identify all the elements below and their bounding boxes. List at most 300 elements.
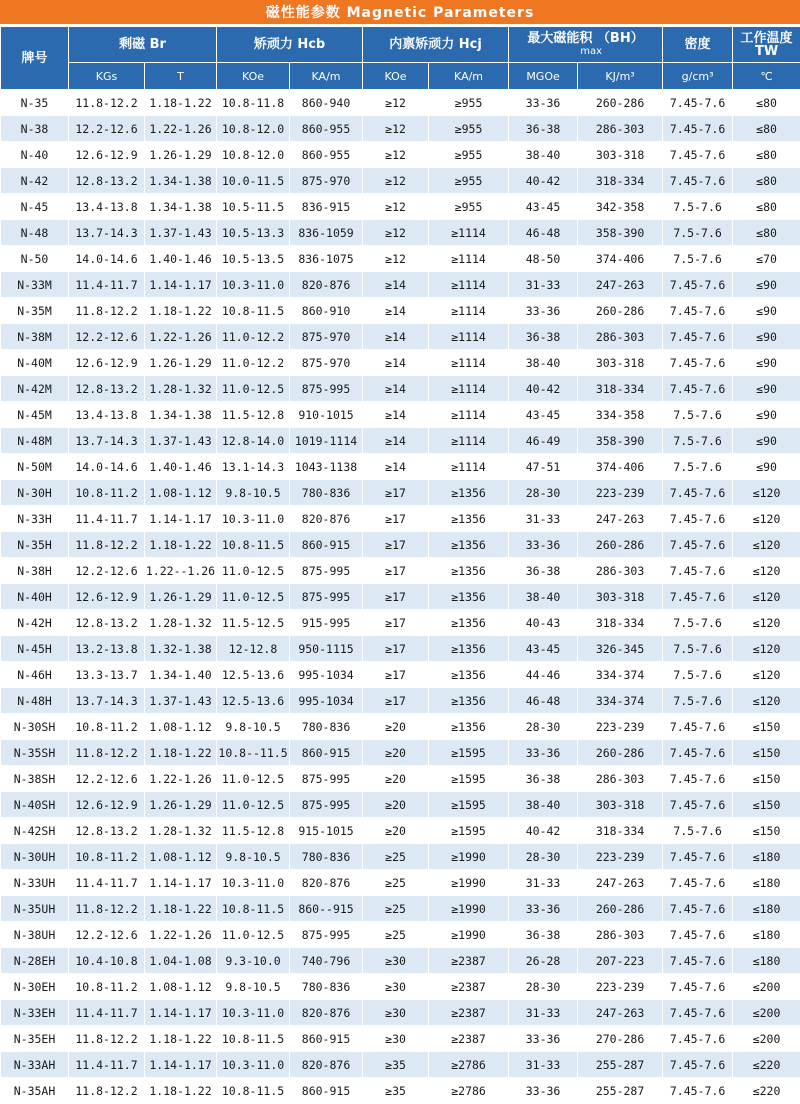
header-bhmax-sub: max [511, 45, 660, 58]
cell-br-t: 1.34-1.38 [145, 194, 217, 220]
cell-temperature: ≤120 [733, 558, 800, 584]
cell-density: 7.5-7.6 [663, 688, 733, 714]
cell-grade: N-35AH [1, 1078, 69, 1104]
cell-bhmax-mgoe: 38-40 [509, 584, 578, 610]
unit-header: KOe [217, 63, 290, 90]
cell-bhmax-mgoe: 28-30 [509, 480, 578, 506]
cell-br-kgs: 13.7-14.3 [69, 428, 145, 454]
unit-row [1, 63, 800, 90]
table-header [1, 27, 800, 90]
cell-br-t: 1.18-1.22 [145, 1026, 217, 1052]
cell-density: 7.45-7.6 [663, 116, 733, 142]
cell-grade: N-38SH [1, 766, 69, 792]
cell-hcj-koe: ≥30 [363, 1000, 429, 1026]
cell-br-t: 1.22-1.26 [145, 116, 217, 142]
cell-br-t: 1.18-1.22 [145, 298, 217, 324]
cell-br-t: 1.26-1.29 [145, 792, 217, 818]
cell-hcj-koe: ≥20 [363, 714, 429, 740]
cell-hcj-koe: ≥35 [363, 1052, 429, 1078]
cell-density: 7.45-7.6 [663, 844, 733, 870]
cell-br-t: 1.28-1.32 [145, 818, 217, 844]
cell-hcj-kam: ≥955 [429, 116, 509, 142]
header-br: 剩磁 Br [69, 27, 217, 63]
cell-grade: N-35UH [1, 896, 69, 922]
cell-hcb-koe: 12.5-13.6 [217, 688, 290, 714]
cell-br-kgs: 11.4-11.7 [69, 506, 145, 532]
cell-temperature: ≤120 [733, 662, 800, 688]
cell-br-kgs: 13.3-13.7 [69, 662, 145, 688]
cell-bhmax-mgoe: 31-33 [509, 1000, 578, 1026]
cell-bhmax-kjm3: 303-318 [578, 350, 663, 376]
cell-hcj-kam: ≥1595 [429, 766, 509, 792]
cell-temperature: ≤150 [733, 766, 800, 792]
cell-hcb-kam: 910-1015 [290, 402, 363, 428]
cell-hcj-kam: ≥2387 [429, 948, 509, 974]
cell-hcb-koe: 12-12.8 [217, 636, 290, 662]
cell-hcb-kam: 780-836 [290, 974, 363, 1000]
cell-hcb-koe: 11.0-12.2 [217, 324, 290, 350]
cell-br-kgs: 13.7-14.3 [69, 688, 145, 714]
cell-density: 7.45-7.6 [663, 740, 733, 766]
cell-bhmax-mgoe: 33-36 [509, 1026, 578, 1052]
cell-hcj-koe: ≥35 [363, 1078, 429, 1104]
cell-hcb-kam: 875-970 [290, 168, 363, 194]
cell-hcj-kam: ≥1356 [429, 688, 509, 714]
cell-br-kgs: 12.2-12.6 [69, 116, 145, 142]
cell-bhmax-mgoe: 31-33 [509, 870, 578, 896]
cell-br-kgs: 11.4-11.7 [69, 272, 145, 298]
cell-hcj-kam: ≥1595 [429, 792, 509, 818]
cell-hcj-kam: ≥1114 [429, 376, 509, 402]
cell-bhmax-mgoe: 38-40 [509, 142, 578, 168]
cell-bhmax-kjm3: 358-390 [578, 220, 663, 246]
cell-bhmax-kjm3: 260-286 [578, 90, 663, 116]
cell-hcj-kam: ≥1356 [429, 610, 509, 636]
cell-temperature: ≤180 [733, 896, 800, 922]
cell-hcb-koe: 10.8-11.5 [217, 1026, 290, 1052]
cell-hcb-kam: 860--915 [290, 896, 363, 922]
cell-density: 7.45-7.6 [663, 766, 733, 792]
unit-header: KGs [69, 63, 145, 90]
cell-br-t: 1.34-1.40 [145, 662, 217, 688]
cell-temperature: ≤180 [733, 922, 800, 948]
cell-temperature: ≤90 [733, 376, 800, 402]
cell-grade: N-30EH [1, 974, 69, 1000]
cell-grade: N-42 [1, 168, 69, 194]
cell-br-kgs: 12.6-12.9 [69, 792, 145, 818]
cell-hcj-kam: ≥955 [429, 90, 509, 116]
cell-temperature: ≤150 [733, 714, 800, 740]
cell-hcb-kam: 740-796 [290, 948, 363, 974]
cell-temperature: ≤80 [733, 194, 800, 220]
cell-bhmax-kjm3: 260-286 [578, 740, 663, 766]
table-row [1, 636, 800, 662]
cell-bhmax-mgoe: 48-50 [509, 246, 578, 272]
cell-density: 7.5-7.6 [663, 220, 733, 246]
cell-br-kgs: 12.8-13.2 [69, 818, 145, 844]
cell-hcj-koe: ≥14 [363, 402, 429, 428]
table-row [1, 948, 800, 974]
cell-hcj-koe: ≥17 [363, 558, 429, 584]
cell-hcb-koe: 10.8-11.5 [217, 896, 290, 922]
cell-bhmax-mgoe: 46-49 [509, 428, 578, 454]
cell-density: 7.45-7.6 [663, 1000, 733, 1026]
cell-hcb-kam: 820-876 [290, 1052, 363, 1078]
cell-bhmax-mgoe: 40-42 [509, 818, 578, 844]
cell-bhmax-kjm3: 255-287 [578, 1078, 663, 1104]
table-row [1, 220, 800, 246]
cell-bhmax-mgoe: 33-36 [509, 1078, 578, 1104]
cell-br-t: 1.08-1.12 [145, 974, 217, 1000]
cell-hcj-kam: ≥1990 [429, 896, 509, 922]
cell-hcb-koe: 10.8-11.5 [217, 1078, 290, 1104]
table-row [1, 116, 800, 142]
cell-density: 7.45-7.6 [663, 974, 733, 1000]
cell-density: 7.45-7.6 [663, 350, 733, 376]
cell-hcb-koe: 9.8-10.5 [217, 714, 290, 740]
cell-temperature: ≤220 [733, 1078, 800, 1104]
cell-br-kgs: 13.4-13.8 [69, 194, 145, 220]
cell-bhmax-kjm3: 303-318 [578, 792, 663, 818]
cell-hcj-kam: ≥1595 [429, 740, 509, 766]
cell-hcb-kam: 836-1059 [290, 220, 363, 246]
cell-hcb-kam: 875-995 [290, 766, 363, 792]
cell-hcb-koe: 11.0-12.2 [217, 350, 290, 376]
cell-hcj-koe: ≥25 [363, 896, 429, 922]
cell-hcj-koe: ≥17 [363, 480, 429, 506]
cell-hcb-kam: 860-915 [290, 740, 363, 766]
cell-br-kgs: 12.2-12.6 [69, 558, 145, 584]
cell-temperature: ≤180 [733, 870, 800, 896]
cell-hcb-koe: 11.0-12.5 [217, 584, 290, 610]
cell-br-t: 1.22-1.26 [145, 766, 217, 792]
cell-br-kgs: 13.4-13.8 [69, 402, 145, 428]
cell-hcj-kam: ≥1356 [429, 506, 509, 532]
cell-grade: N-35H [1, 532, 69, 558]
cell-density: 7.45-7.6 [663, 324, 733, 350]
cell-hcj-kam: ≥955 [429, 142, 509, 168]
cell-density: 7.45-7.6 [663, 1052, 733, 1078]
table-row [1, 272, 800, 298]
table-row [1, 1026, 800, 1052]
unit-header: g/cm³ [663, 63, 733, 90]
cell-grade: N-35SH [1, 740, 69, 766]
cell-hcb-koe: 10.8-11.8 [217, 90, 290, 116]
cell-hcj-koe: ≥14 [363, 272, 429, 298]
cell-density: 7.45-7.6 [663, 896, 733, 922]
cell-hcj-kam: ≥1114 [429, 298, 509, 324]
cell-temperature: ≤90 [733, 428, 800, 454]
cell-hcj-kam: ≥2786 [429, 1052, 509, 1078]
cell-grade: N-45H [1, 636, 69, 662]
cell-hcb-kam: 875-970 [290, 350, 363, 376]
cell-bhmax-mgoe: 31-33 [509, 1052, 578, 1078]
cell-br-kgs: 11.4-11.7 [69, 1000, 145, 1026]
cell-br-t: 1.26-1.29 [145, 350, 217, 376]
cell-br-t: 1.40-1.46 [145, 454, 217, 480]
cell-density: 7.45-7.6 [663, 142, 733, 168]
cell-density: 7.5-7.6 [663, 454, 733, 480]
cell-hcj-koe: ≥17 [363, 636, 429, 662]
table-row [1, 350, 800, 376]
cell-grade: N-45 [1, 194, 69, 220]
cell-grade: N-30H [1, 480, 69, 506]
cell-hcb-koe: 13.1-14.3 [217, 454, 290, 480]
cell-hcj-kam: ≥2387 [429, 974, 509, 1000]
table-row [1, 792, 800, 818]
cell-hcj-koe: ≥14 [363, 428, 429, 454]
cell-hcb-kam: 820-876 [290, 870, 363, 896]
cell-br-kgs: 14.0-14.6 [69, 454, 145, 480]
cell-density: 7.5-7.6 [663, 246, 733, 272]
cell-bhmax-mgoe: 28-30 [509, 714, 578, 740]
cell-hcb-kam: 860-915 [290, 1026, 363, 1052]
header-density: 密度 [663, 27, 733, 63]
cell-bhmax-mgoe: 36-38 [509, 116, 578, 142]
cell-bhmax-kjm3: 334-374 [578, 688, 663, 714]
cell-hcb-kam: 860-915 [290, 1078, 363, 1104]
cell-density: 7.45-7.6 [663, 584, 733, 610]
cell-bhmax-kjm3: 247-263 [578, 870, 663, 896]
cell-hcj-kam: ≥1114 [429, 272, 509, 298]
cell-bhmax-kjm3: 247-263 [578, 506, 663, 532]
cell-density: 7.45-7.6 [663, 714, 733, 740]
cell-hcb-koe: 10.5-11.5 [217, 194, 290, 220]
cell-density: 7.45-7.6 [663, 532, 733, 558]
cell-temperature: ≤70 [733, 246, 800, 272]
cell-bhmax-mgoe: 36-38 [509, 922, 578, 948]
cell-bhmax-mgoe: 43-45 [509, 402, 578, 428]
cell-br-t: 1.37-1.43 [145, 428, 217, 454]
cell-hcj-koe: ≥17 [363, 506, 429, 532]
cell-density: 7.45-7.6 [663, 90, 733, 116]
cell-bhmax-kjm3: 286-303 [578, 558, 663, 584]
cell-hcj-koe: ≥14 [363, 298, 429, 324]
table-row [1, 818, 800, 844]
cell-grade: N-38 [1, 116, 69, 142]
cell-temperature: ≤90 [733, 324, 800, 350]
cell-bhmax-mgoe: 36-38 [509, 558, 578, 584]
cell-br-t: 1.14-1.17 [145, 272, 217, 298]
cell-hcb-kam: 780-836 [290, 714, 363, 740]
table-row [1, 480, 800, 506]
cell-br-kgs: 12.8-13.2 [69, 376, 145, 402]
cell-hcj-koe: ≥20 [363, 766, 429, 792]
header-bhmax [509, 27, 663, 63]
cell-hcb-kam: 875-970 [290, 324, 363, 350]
cell-temperature: ≤90 [733, 272, 800, 298]
cell-hcb-koe: 9.8-10.5 [217, 844, 290, 870]
cell-temperature: ≤180 [733, 844, 800, 870]
table-row [1, 714, 800, 740]
cell-br-kgs: 12.2-12.6 [69, 324, 145, 350]
cell-density: 7.45-7.6 [663, 272, 733, 298]
cell-hcj-koe: ≥17 [363, 610, 429, 636]
cell-hcj-kam: ≥1990 [429, 870, 509, 896]
cell-hcb-kam: 875-995 [290, 922, 363, 948]
cell-bhmax-kjm3: 286-303 [578, 116, 663, 142]
cell-hcj-kam: ≥955 [429, 168, 509, 194]
cell-br-kgs: 10.8-11.2 [69, 974, 145, 1000]
cell-br-t: 1.08-1.12 [145, 480, 217, 506]
cell-grade: N-40 [1, 142, 69, 168]
cell-hcb-kam: 950-1115 [290, 636, 363, 662]
cell-br-t: 1.28-1.32 [145, 610, 217, 636]
cell-temperature: ≤150 [733, 818, 800, 844]
cell-bhmax-kjm3: 334-358 [578, 402, 663, 428]
table-row [1, 376, 800, 402]
cell-hcb-koe: 10.0-11.5 [217, 168, 290, 194]
cell-hcj-kam: ≥2786 [429, 1078, 509, 1104]
cell-hcb-koe: 11.5-12.8 [217, 402, 290, 428]
cell-br-t: 1.14-1.17 [145, 1052, 217, 1078]
cell-temperature: ≤220 [733, 1052, 800, 1078]
cell-bhmax-kjm3: 247-263 [578, 1000, 663, 1026]
cell-hcb-koe: 11.0-12.5 [217, 558, 290, 584]
cell-hcj-kam: ≥1595 [429, 818, 509, 844]
cell-bhmax-kjm3: 286-303 [578, 324, 663, 350]
cell-density: 7.5-7.6 [663, 818, 733, 844]
cell-bhmax-kjm3: 286-303 [578, 922, 663, 948]
cell-bhmax-mgoe: 28-30 [509, 844, 578, 870]
cell-hcj-koe: ≥12 [363, 168, 429, 194]
cell-hcb-koe: 10.5-13.5 [217, 246, 290, 272]
cell-hcj-koe: ≥20 [363, 792, 429, 818]
cell-hcj-kam: ≥1356 [429, 636, 509, 662]
cell-br-t: 1.40-1.46 [145, 246, 217, 272]
cell-bhmax-kjm3: 255-287 [578, 1052, 663, 1078]
cell-bhmax-kjm3: 326-345 [578, 636, 663, 662]
cell-grade: N-33UH [1, 870, 69, 896]
cell-hcb-kam: 875-995 [290, 376, 363, 402]
cell-hcb-kam: 820-876 [290, 506, 363, 532]
cell-bhmax-mgoe: 38-40 [509, 792, 578, 818]
cell-br-kgs: 10.8-11.2 [69, 844, 145, 870]
cell-bhmax-kjm3: 334-374 [578, 662, 663, 688]
cell-hcb-koe: 12.8-14.0 [217, 428, 290, 454]
cell-temperature: ≤80 [733, 220, 800, 246]
cell-hcj-koe: ≥14 [363, 350, 429, 376]
unit-header: MGOe [509, 63, 578, 90]
cell-bhmax-kjm3: 207-223 [578, 948, 663, 974]
cell-hcj-kam: ≥1114 [429, 428, 509, 454]
cell-br-kgs: 11.4-11.7 [69, 1052, 145, 1078]
table-row [1, 298, 800, 324]
cell-density: 7.45-7.6 [663, 870, 733, 896]
cell-temperature: ≤200 [733, 974, 800, 1000]
cell-bhmax-kjm3: 374-406 [578, 246, 663, 272]
cell-br-kgs: 11.8-12.2 [69, 1026, 145, 1052]
cell-bhmax-kjm3: 318-334 [578, 610, 663, 636]
cell-hcj-kam: ≥1356 [429, 714, 509, 740]
cell-hcj-kam: ≥1114 [429, 454, 509, 480]
cell-temperature: ≤120 [733, 506, 800, 532]
cell-hcj-koe: ≥25 [363, 922, 429, 948]
cell-bhmax-kjm3: 318-334 [578, 168, 663, 194]
cell-hcj-koe: ≥14 [363, 376, 429, 402]
cell-grade: N-35 [1, 90, 69, 116]
table-row [1, 662, 800, 688]
cell-hcj-kam: ≥1356 [429, 584, 509, 610]
cell-bhmax-kjm3: 342-358 [578, 194, 663, 220]
cell-hcb-kam: 860-955 [290, 116, 363, 142]
cell-density: 7.45-7.6 [663, 922, 733, 948]
cell-density: 7.5-7.6 [663, 662, 733, 688]
cell-hcb-kam: 875-995 [290, 792, 363, 818]
table-row [1, 844, 800, 870]
cell-br-t: 1.18-1.22 [145, 90, 217, 116]
cell-br-t: 1.37-1.43 [145, 220, 217, 246]
cell-hcb-kam: 995-1034 [290, 688, 363, 714]
cell-temperature: ≤120 [733, 584, 800, 610]
cell-br-t: 1.08-1.12 [145, 714, 217, 740]
cell-grade: N-33AH [1, 1052, 69, 1078]
cell-br-kgs: 11.8-12.2 [69, 740, 145, 766]
cell-grade: N-48M [1, 428, 69, 454]
table-row [1, 532, 800, 558]
cell-hcj-koe: ≥14 [363, 324, 429, 350]
cell-br-kgs: 10.8-11.2 [69, 480, 145, 506]
cell-density: 7.45-7.6 [663, 1026, 733, 1052]
cell-temperature: ≤80 [733, 168, 800, 194]
cell-bhmax-mgoe: 43-45 [509, 636, 578, 662]
cell-bhmax-kjm3: 223-239 [578, 844, 663, 870]
table-row [1, 688, 800, 714]
cell-hcj-kam: ≥2387 [429, 1000, 509, 1026]
cell-temperature: ≤120 [733, 532, 800, 558]
table-row [1, 1000, 800, 1026]
cell-bhmax-kjm3: 318-334 [578, 818, 663, 844]
cell-bhmax-mgoe: 33-36 [509, 532, 578, 558]
cell-grade: N-42H [1, 610, 69, 636]
cell-grade: N-38UH [1, 922, 69, 948]
cell-br-kgs: 12.6-12.9 [69, 350, 145, 376]
table-row [1, 402, 800, 428]
cell-grade: N-48 [1, 220, 69, 246]
cell-hcb-kam: 995-1034 [290, 662, 363, 688]
cell-hcj-koe: ≥17 [363, 688, 429, 714]
table-row [1, 922, 800, 948]
cell-hcb-kam: 836-915 [290, 194, 363, 220]
cell-hcj-kam: ≥1990 [429, 844, 509, 870]
table-row [1, 324, 800, 350]
table-row [1, 168, 800, 194]
unit-header: ℃ [733, 63, 800, 90]
cell-br-kgs: 13.7-14.3 [69, 220, 145, 246]
cell-br-t: 1.22-1.26 [145, 324, 217, 350]
cell-hcj-koe: ≥17 [363, 662, 429, 688]
cell-bhmax-mgoe: 36-38 [509, 324, 578, 350]
cell-bhmax-kjm3: 223-239 [578, 480, 663, 506]
cell-hcb-kam: 780-836 [290, 844, 363, 870]
table-row [1, 584, 800, 610]
cell-hcb-koe: 10.3-11.0 [217, 870, 290, 896]
cell-hcb-koe: 11.0-12.5 [217, 766, 290, 792]
cell-hcb-kam: 875-995 [290, 558, 363, 584]
cell-hcj-kam: ≥1114 [429, 246, 509, 272]
cell-grade: N-40H [1, 584, 69, 610]
cell-bhmax-kjm3: 318-334 [578, 376, 663, 402]
cell-hcb-koe: 12.5-13.6 [217, 662, 290, 688]
cell-hcj-koe: ≥12 [363, 116, 429, 142]
cell-br-kgs: 12.8-13.2 [69, 610, 145, 636]
cell-temperature: ≤120 [733, 688, 800, 714]
unit-header: KJ/m³ [578, 63, 663, 90]
cell-hcb-kam: 860-940 [290, 90, 363, 116]
cell-br-kgs: 11.8-12.2 [69, 532, 145, 558]
header-hcj: 内禀矫顽力 Hcj [363, 27, 509, 63]
cell-hcb-koe: 10.5-13.3 [217, 220, 290, 246]
